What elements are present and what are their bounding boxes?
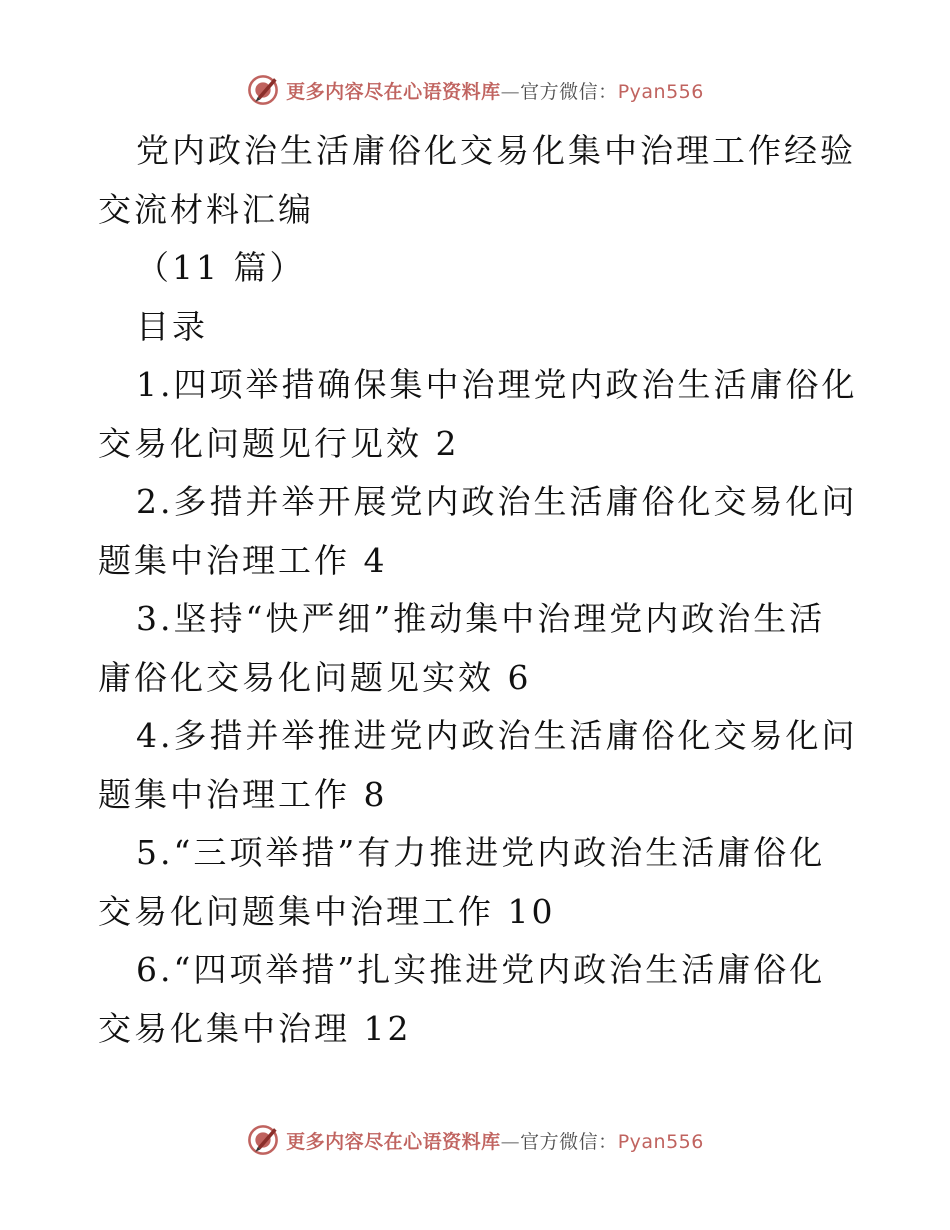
watermark-wechat-id: Pyan556: [617, 80, 704, 103]
toc-entry-1: 1.四项举措确保集中治理党内政治生活庸俗化交易化问题见行见效 2: [98, 365, 858, 463]
watermark-text: [286, 1127, 704, 1154]
toc-entry-4: 4.多措并举推进党内政治生活庸俗化交易化问题集中治理工作 8: [98, 716, 858, 814]
toc-entry-3: 3.坚持“快严细”推动集中治理党内政治生活庸俗化交易化问题见实效 6: [98, 599, 826, 697]
toc-entry-5: 5.“三项举措”有力推进党内政治生活庸俗化交易化问题集中治理工作 10: [98, 833, 826, 931]
pen-seal-logo-icon: [246, 1123, 280, 1157]
document-count: （11 篇）: [136, 248, 306, 287]
watermark-wechat-id: Pyan556: [617, 1130, 704, 1153]
footer-watermark: [0, 1120, 950, 1160]
document-title: 党内政治生活庸俗化交易化集中治理工作经验交流材料汇编: [98, 131, 856, 229]
pen-seal-logo-icon: [246, 73, 280, 107]
watermark-text: [286, 77, 704, 104]
toc-heading: 目录: [136, 306, 208, 346]
header-watermark: [0, 70, 950, 110]
toc-entry-2: 2.多措并举开展党内政治生活庸俗化交易化问题集中治理工作 4: [98, 482, 858, 580]
watermark-lead: 更多内容尽在心语资料库: [286, 80, 501, 103]
watermark-wechat-label: 官方微信：: [520, 80, 618, 103]
watermark-separator: —: [500, 1130, 521, 1153]
document-body: [98, 122, 858, 1058]
watermark-lead: 更多内容尽在心语资料库: [286, 1130, 501, 1153]
toc-entry-6: 6.“四项举措”扎实推进党内政治生活庸俗化交易化集中治理 12: [98, 950, 826, 1048]
watermark-wechat-label: 官方微信：: [520, 1130, 618, 1153]
watermark-separator: —: [500, 80, 521, 103]
